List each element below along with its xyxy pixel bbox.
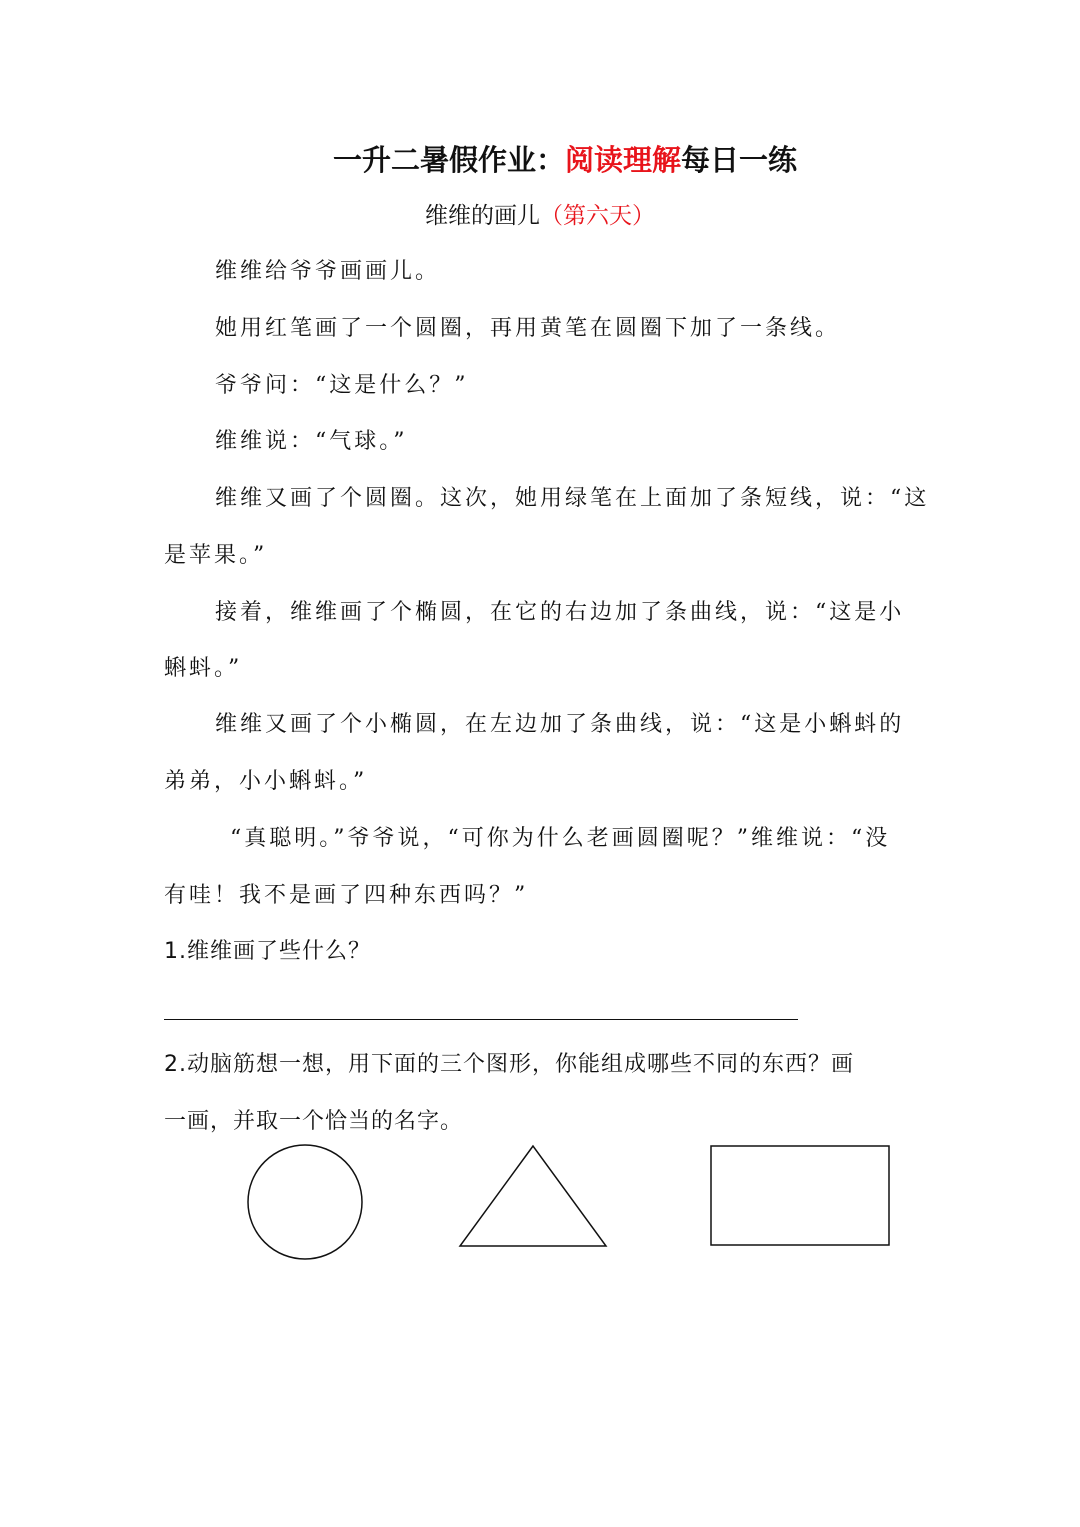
rectangle-shape bbox=[711, 1146, 889, 1245]
day-label: （第六天） bbox=[540, 203, 655, 229]
circle-shape bbox=[248, 1145, 362, 1259]
story-line: 弟弟，小小蝌蚪。” bbox=[164, 769, 368, 794]
question-2-line2: 一画，并取一个恰当的名字。 bbox=[164, 1109, 464, 1134]
story-line: 是苹果。” bbox=[164, 543, 268, 568]
title-highlight: 阅读理解 bbox=[564, 143, 681, 177]
question-2-line1: 2.动脑筋想一想，用下面的三个图形，你能组成哪些不同的东西？画 bbox=[164, 1052, 854, 1077]
story-line: 维维又画了个小椭圆，在左边加了条曲线，说：“这是小蝌蚪的 bbox=[215, 712, 905, 737]
story-line: 她用红笔画了一个圆圈，再用黄笔在圆圈下加了一条线。 bbox=[215, 316, 841, 341]
story-line: 有哇！我不是画了四种东西吗？” bbox=[164, 883, 529, 908]
story-line: 维维又画了个圆圈。这次，她用绿笔在上面加了条短线，说：“这 bbox=[215, 486, 930, 511]
title-part3: 每日一练 bbox=[681, 143, 798, 177]
triangle-shape bbox=[460, 1146, 606, 1246]
story-line: 爷爷问：“这是什么？” bbox=[215, 373, 469, 398]
story-line: “真聪明。”爷爷说，“可你为什么老画圆圈呢？”维维说：“没 bbox=[230, 826, 891, 851]
question-1: 1.维维画了些什么？ bbox=[164, 939, 371, 964]
story-line: 接着，维维画了个椭圆，在它的右边加了条曲线，说：“这是小 bbox=[215, 600, 905, 625]
story-name: 维维的画儿 bbox=[425, 203, 540, 229]
story-line: 维维给爷爷画画儿。 bbox=[215, 259, 441, 284]
title-part1: 一升二暑假作业： bbox=[332, 143, 565, 177]
story-line: 维维说：“气球。” bbox=[215, 429, 408, 454]
story-line: 蝌蚪。” bbox=[164, 656, 243, 681]
